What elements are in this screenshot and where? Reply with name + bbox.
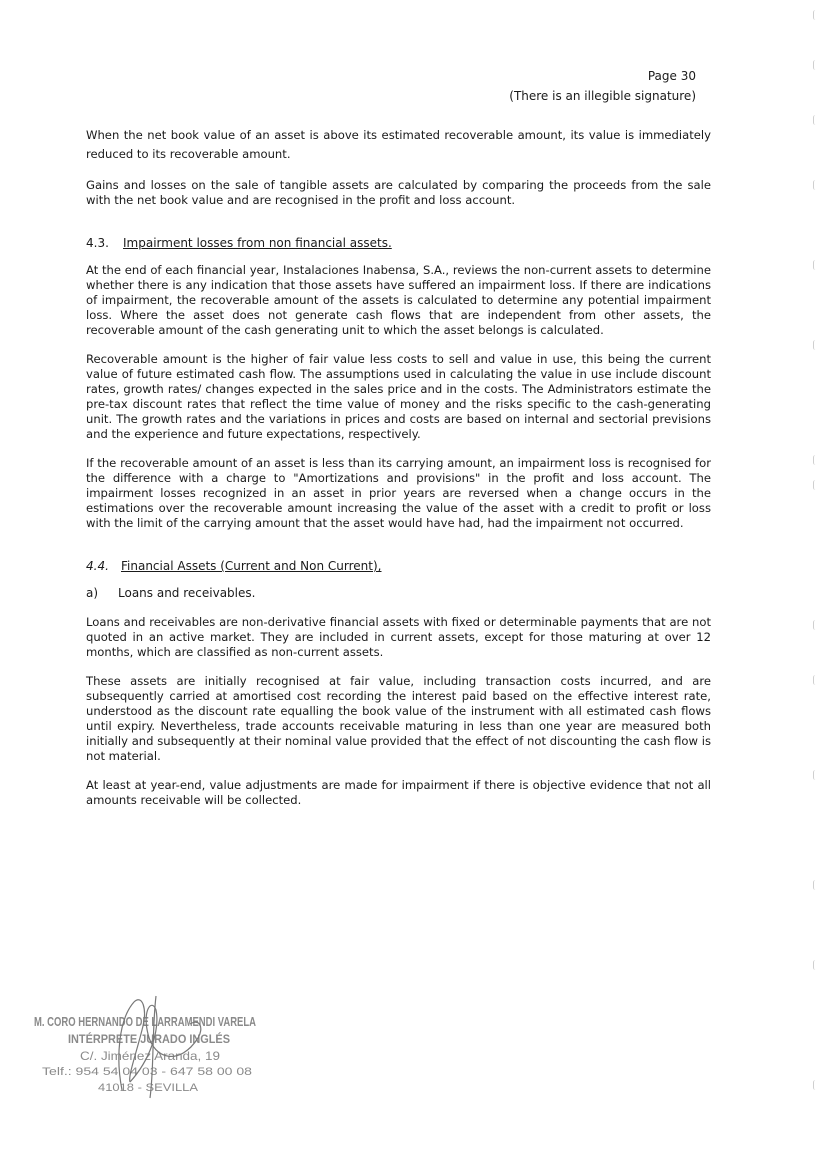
scan-edge-mark [813,480,818,490]
page-number: Page 30 [647,69,696,83]
scan-edge-mark [813,455,818,465]
paragraph: At least at year-end, value adjustments are made for impairment if there is objective evidence that not all amounts receivable will be collected. [86,778,711,807]
signature-note: (There is an illegible signature) [509,89,696,103]
paragraph: Gains and losses on the sale of tangible assets are calculated by comparing the proceeds from the sale with the net book value and are recognised in the profit and loss account. [86,178,711,207]
translator-stamp [30,990,270,1100]
stamp-phone: Telf.: 954 54 04 03 - 647 58 00 08 [42,1066,252,1078]
stamp-address: C/. Jiménez Aranda, 19 [80,1049,221,1063]
scan-edge-mark [813,675,818,685]
section-heading-4-3 [86,236,711,251]
scan-edge-mark [813,260,818,270]
scan-edge-mark [813,340,818,350]
subsection-heading-a [86,586,711,601]
document-body [86,126,711,822]
stamp-title: INTÉRPRETE JURADO INGLÉS [68,1032,247,1046]
subsection-letter: a) [86,586,99,600]
scan-edge-mark [813,960,818,970]
section-title: Impairment losses from non financial assets. [123,236,392,250]
paragraph: If the recoverable amount of an asset is less than its carrying amount, an impairment loss is recognised for the difference with a charge to "Amortizations and provisions" in the profit and loss account. The impairment losses recognized in an asset in prior years are reversed when a change occurs in the estimations over the recoverable amount increasing the value of the asset with a credit to profit or loss with the limit of the carrying amount that the asset would have had, had the impairment not occurred. [86,456,711,530]
scan-edge-mark [813,115,818,125]
section-number: 4.4. [86,559,109,573]
scan-edge-mark [813,770,818,780]
scan-edge-mark [813,1080,818,1090]
page-header [509,66,696,106]
scan-edge-mark [813,10,818,20]
paragraph: At the end of each financial year, Instalaciones Inabensa, S.A., reviews the non-current assets to determine whether there is any indication that those assets have suffered an impairment loss. If there are indications of impairment, the recoverable amount of the assets is calculated to determine any potential impairment loss. Where the asset does not generate cash flows that are independent from other assets, the recoverable amount of the cash generating unit to which the asset belongs is calculated. [86,263,711,337]
scan-edge-mark [813,880,818,890]
stamp-name: M. CORO HERNANDO DE LARRAMENDI VARELA [34,1014,257,1029]
subsection-title: Loans and receivables. [118,586,256,600]
section-number: 4.3. [86,236,109,250]
scan-edge-mark [813,620,818,630]
scan-edge-mark [813,180,818,190]
paragraph: Loans and receivables are non-derivative financial assets with fixed or determinable payments that are not quoted in an active market. They are included in current assets, except for those maturing at over 12 months, which are classified as non-current assets. [86,615,711,659]
section-title: Financial Assets (Current and Non Current), [121,559,382,573]
stamp-graphic [30,990,270,1100]
stamp-city: 41018 - SEVILLA [98,1082,199,1094]
paragraph: These assets are initially recognised at fair value, including transaction costs incurred, and are subsequently carried at amortised cost recording the interest paid based on the effective interest rate, understood as the discount rate equalling the book value of the instrument with all estimated cash flows until expiry. Nevertheless, trade accounts receivable maturing in less than one year are measured both initially and subsequently at their nominal value provided that the effect of not discounting the cash flow is not material. [86,674,711,763]
section-heading-4-4 [86,559,711,574]
scan-edge-mark [813,60,818,70]
paragraph: When the net book value of an asset is above its estimated recoverable amount, its value is immediately reduced to its recoverable amount. [86,128,711,161]
paragraph: Recoverable amount is the higher of fair value less costs to sell and value in use, this being the current value of future estimated cash flow. The assumptions used in calculating the value in use include discount rates, growth rates/ changes expected in the sales price and in the costs. The Administrators estimate the pre-tax discount rates that reflect the time value of money and the risks specific to the cash-generating unit. The growth rates and the variations in prices and costs are based on internal and sectorial previsions and the experience and future expectations, respectively. [86,352,711,441]
